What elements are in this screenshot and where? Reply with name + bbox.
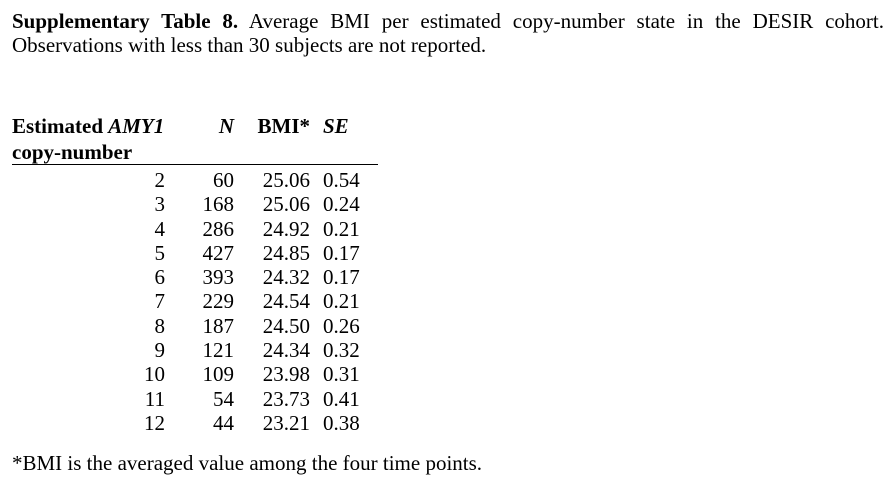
cell-copy-number: 4: [154, 216, 165, 241]
caption-text-1: Average BMI per estimated copy-number state in the DESIR cohort.: [238, 9, 884, 33]
cell-se: 0.54: [323, 168, 360, 192]
caption-line-2: Observations with less than 30 subjects are not reported.: [12, 33, 487, 57]
cell-n: 286: [202, 216, 234, 241]
cell-bmi: 23.98: [262, 362, 310, 387]
header-copy-number-line-1: [12, 112, 178, 138]
cell-se: 0.21: [323, 216, 360, 241]
table-row: [12, 314, 378, 338]
cell-se: 0.26: [323, 313, 360, 338]
cell-bmi: 25.06: [262, 168, 310, 192]
cell-bmi: 24.32: [262, 265, 310, 290]
table-row: [12, 265, 378, 289]
table-row: [12, 362, 378, 386]
table-row: [12, 411, 378, 435]
cell-bmi: 24.50: [262, 313, 310, 338]
cell-copy-number: 10: [144, 362, 165, 387]
cell-n: 427: [202, 240, 234, 265]
table-row: [12, 192, 378, 216]
header-copy-number-prefix: Estimated: [12, 114, 109, 138]
cell-se: 0.24: [323, 192, 360, 217]
cell-copy-number: 11: [144, 386, 165, 411]
cell-n: 60: [213, 168, 234, 192]
cell-n: 121: [202, 338, 234, 363]
header-se: SE: [323, 114, 349, 138]
caption-label: Supplementary Table 8.: [12, 9, 239, 33]
cell-copy-number: 2: [154, 168, 165, 192]
cell-copy-number: 12: [144, 410, 165, 435]
cell-n: 393: [202, 265, 234, 290]
table-body: [12, 165, 378, 436]
table-caption: [12, 9, 884, 57]
cell-bmi: 24.54: [262, 289, 310, 314]
cell-n: 54: [213, 386, 234, 411]
header-copy-number: [12, 112, 178, 165]
cell-copy-number: 3: [154, 192, 165, 217]
header-gene-name: AMY1: [108, 114, 165, 138]
cell-se: 0.32: [323, 338, 360, 363]
table-row: [12, 241, 378, 265]
caption-line-1: [12, 9, 884, 33]
cell-bmi: 23.21: [262, 410, 310, 435]
header-copy-number-line-2: copy-number: [12, 140, 133, 164]
cell-bmi: 25.06: [262, 192, 310, 217]
cell-n: 168: [202, 192, 234, 217]
cell-copy-number: 9: [154, 338, 165, 363]
cell-se: 0.17: [323, 240, 360, 265]
header-bmi: BMI*: [257, 114, 310, 138]
table-row: [12, 289, 378, 313]
cell-se: 0.41: [323, 386, 360, 411]
cell-se: 0.21: [323, 289, 360, 314]
cell-copy-number: 6: [154, 265, 165, 290]
cell-se: 0.31: [323, 362, 360, 387]
table-row: [12, 338, 378, 362]
cell-n: 109: [202, 362, 234, 387]
table-header-row: [12, 112, 378, 165]
cell-copy-number: 5: [154, 240, 165, 265]
table-row: [12, 387, 378, 411]
cell-se: 0.38: [323, 410, 360, 435]
table-row: [12, 165, 378, 193]
cell-se: 0.17: [323, 265, 360, 290]
cell-bmi: 24.92: [262, 216, 310, 241]
table-row: [12, 217, 378, 241]
cell-n: 44: [213, 410, 234, 435]
cell-bmi: 24.85: [262, 240, 310, 265]
cell-copy-number: 8: [154, 313, 165, 338]
cell-bmi: 23.73: [262, 386, 310, 411]
table-footnote: *BMI is the averaged value among the four time points.: [12, 451, 483, 475]
cell-copy-number: 7: [154, 289, 165, 314]
cell-bmi: 24.34: [262, 338, 310, 363]
cell-n: 187: [202, 313, 234, 338]
bmi-table: [12, 112, 378, 435]
header-n: N: [218, 114, 234, 138]
cell-n: 229: [202, 289, 234, 314]
